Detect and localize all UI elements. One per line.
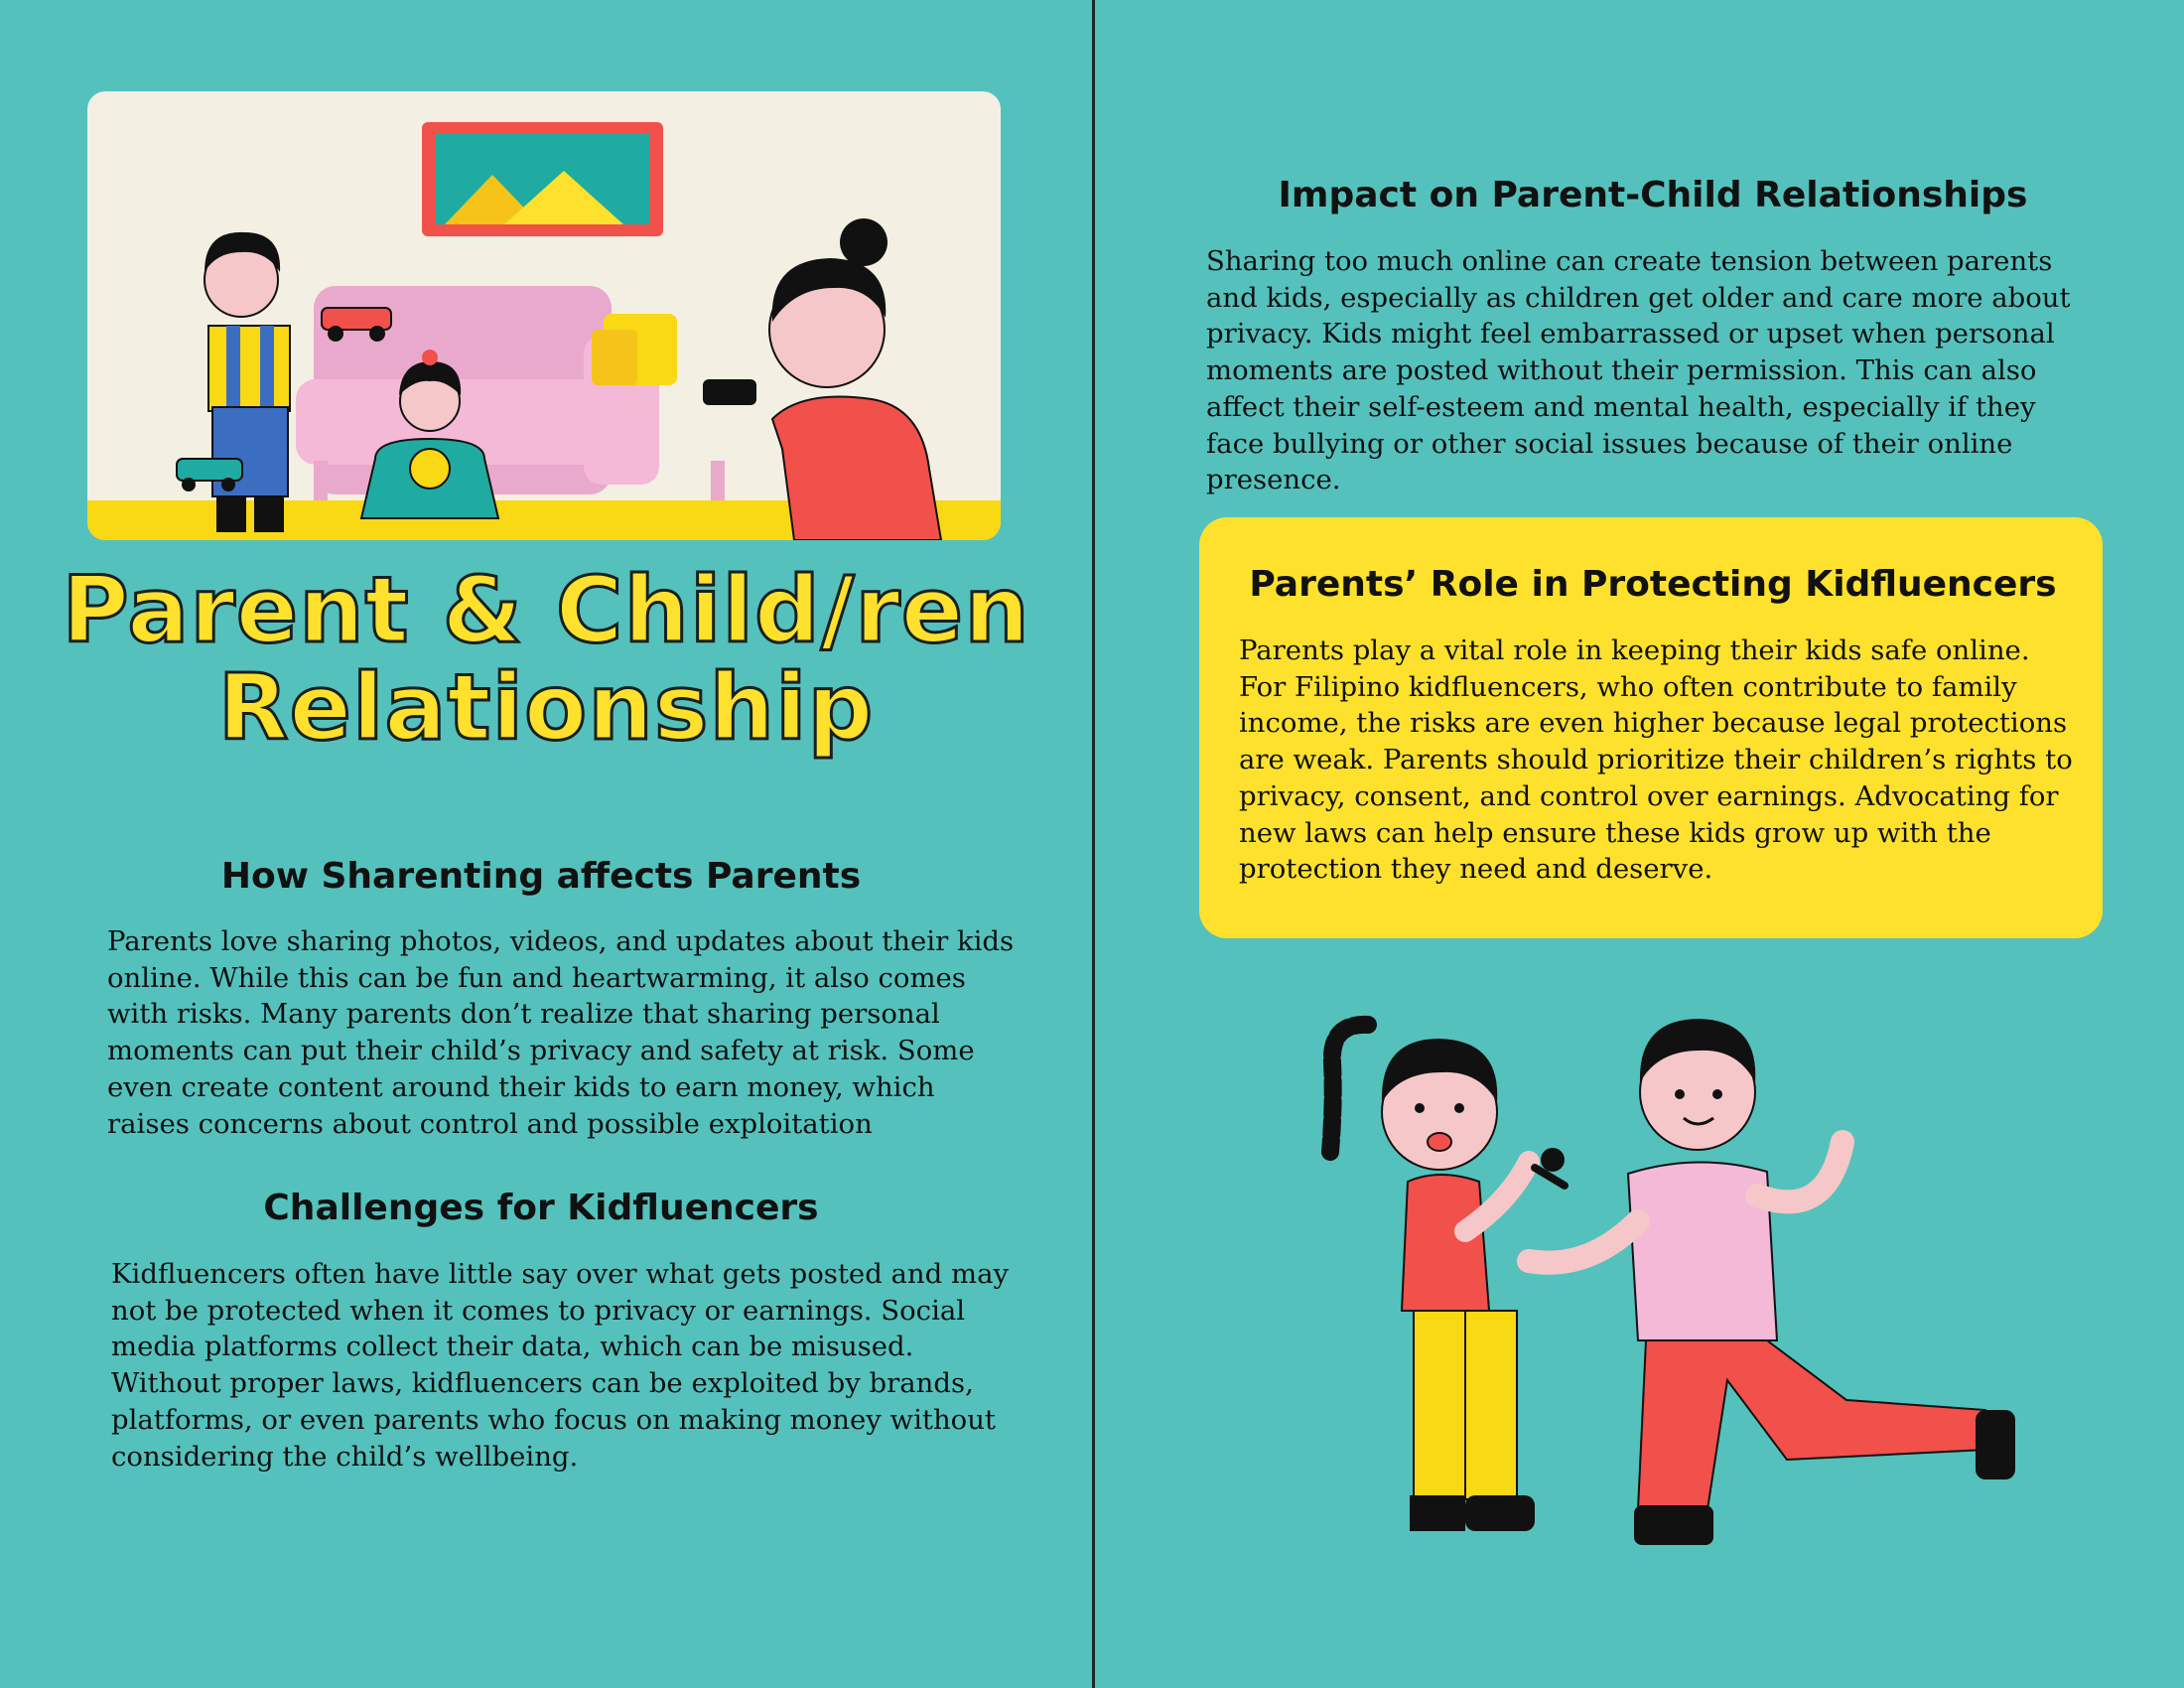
sharenting-heading: How Sharenting affects Parents: [220, 856, 862, 897]
challenges-body: Kidfluencers often have little say over what gets posted and may not be protected when it comes to privacy or earnings. Social media platforms collect their data, which can be misused. Without proper laws, kidfluencers can be exploited by brands, platforms, or even parents who focus on making money without considering the child’s wellbeing.: [111, 1258, 1009, 1473]
page-divider: [1092, 0, 1095, 1688]
wall-picture-icon: [422, 122, 663, 236]
kids-singing-dancing-illustration: [1291, 983, 2045, 1579]
parents-role-body: Parents play a vital role in keeping their kids safe online. For Filipino kidfluencers, who often contribute to family income, the risks are even higher because legal protections are weak. Parents should prioritize their children’s rights to privacy, consent, and control over earnings. Advocating for new laws can help ensure these kids grow up with the protection they need and deserve.: [1239, 634, 2073, 886]
challenges-heading: Challenges for Kidfluencers: [263, 1188, 819, 1228]
impact-body: Sharing too much online can create tension between parents and kids, especially as children get older and care more about privacy. Kids might feel embarrassed or upset when personal moments are posted without their permission. This can also affect their self-esteem and mental health, especially if they face bullying or other social issues because of their online presence.: [1206, 245, 2071, 496]
dancing-boy-figure: [1529, 1019, 2015, 1545]
impact-heading: Impact on Parent-Child Relationships: [1278, 175, 2028, 215]
page-title-line-1: Parent & Child/ren: [62, 557, 1030, 663]
singing-girl-figure: [1330, 1025, 1565, 1531]
sharenting-body: Parents love sharing photos, videos, and updates about their kids online. While this can be fun and heartwarming, it also comes with risks. Many parents don’t realize that sharing personal moments can put their child’s privacy and safety at risk. Some even create content around their kids to earn money, which raises concerns about control and possible exploitation: [107, 925, 1015, 1140]
page-title: [60, 557, 1032, 761]
family-room-illustration: [87, 91, 1001, 540]
page-title-line-2: Relationship: [217, 654, 875, 761]
parents-role-heading: Parents’ Role in Protecting Kidfluencers: [1249, 564, 2057, 605]
